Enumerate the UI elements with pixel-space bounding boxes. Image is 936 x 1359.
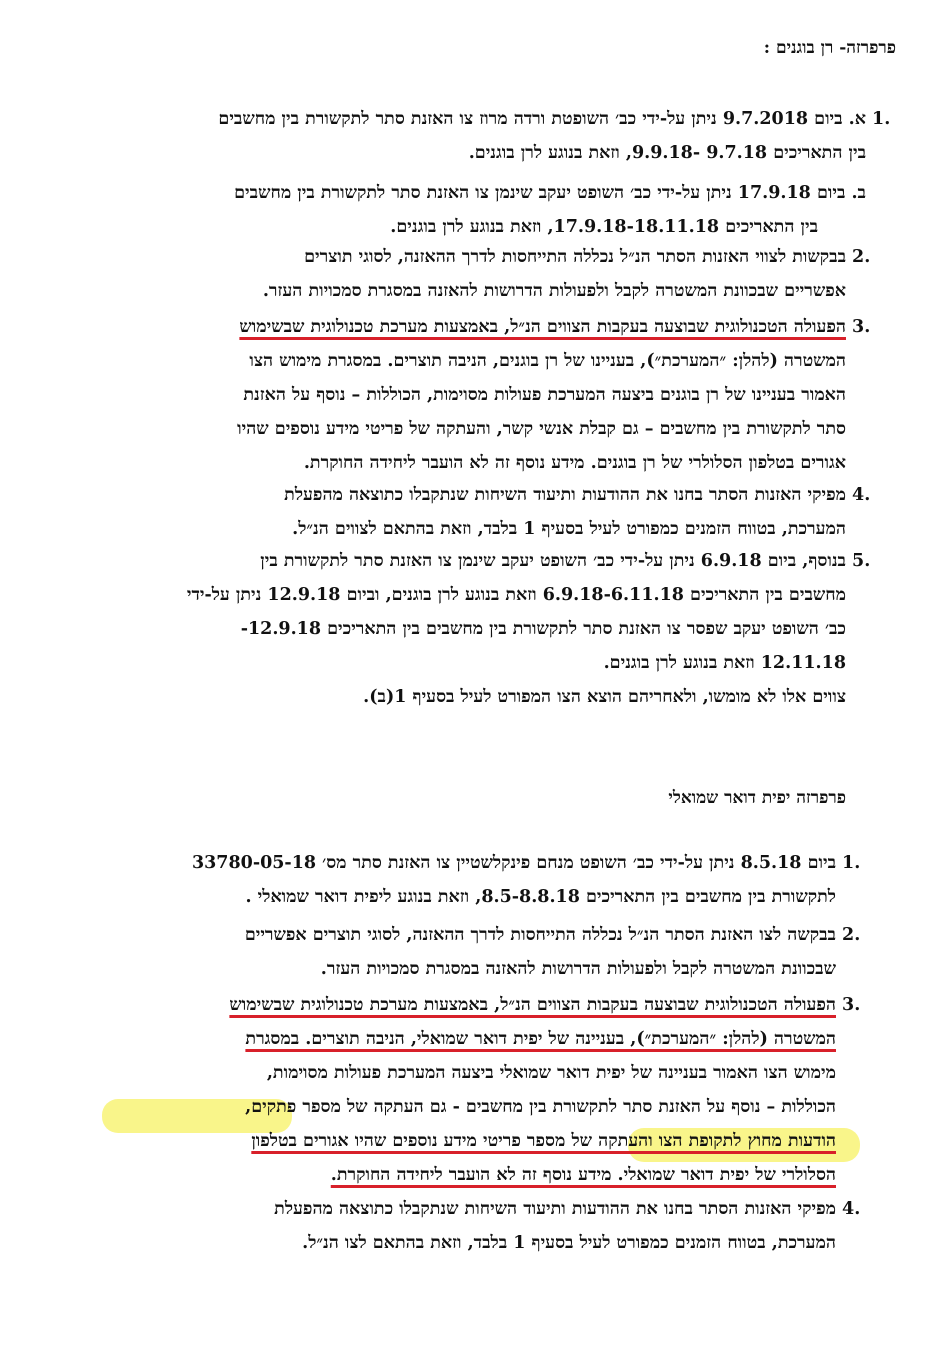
line: המשטרה (להלן: ״המערכת״), בעניינו של רן בוגנים, הניבה תוצרים. במסגרת מימוש הצו — [249, 351, 846, 371]
s2-item-2 — [111, 918, 861, 986]
item-number: .4 — [842, 1199, 861, 1219]
line: המשטרה (להלן: ״המערכת״), בעניינה של יפית דואר שמואלי, הניבה תוצרים. במסגרת — [245, 1029, 836, 1049]
line: צווים אלו לא מומשו, ולאחריהם הוצא הצו המפורט לעיל בסעיף 1(ב). — [363, 687, 846, 707]
line: האמור בעניינו של רן בוגנים ביצעה המערכת פעולות מסוימות, הכוללות – נוסף על האזנת — [243, 385, 846, 405]
line: הפעולה הטכנולוגית שבוצעה בעקבות הצווים הנ״ל, באמצעות מערכת טכנולוגית שבשימוש — [229, 995, 836, 1015]
section1-heading: פרפרזה- רן בוגנים : — [763, 38, 896, 58]
line: בין התאריכים 9.7.18 -9.9.18, וזאת בנוגע לרן בוגנים. — [468, 143, 866, 163]
line: לתקשורת בין מחשבים בין התאריכים 8.5-8.8.18, וזאת בנוגע ליפית דואר שמואלי . — [245, 887, 836, 907]
line: המערכת, בטווח הזמנים כמפורט לעיל בסעיף 1 בלבד, וזאת בהתאם לצווים הנ״ל. — [292, 519, 846, 539]
line: 12.11.18 וזאת בנוגע לרן בוגנים. — [603, 653, 846, 673]
item-number: .5 — [852, 551, 871, 571]
line: א. ביום 9.7.2018 ניתן על-ידי כב׳ השופטת ורדה מרוז צו האזנת סתר לתקשורת בין מחשבים — [218, 109, 866, 129]
line: מימוש הצו האמור בעניינה של יפית דואר שמואלי ביצעה המערכת פעולות מסוימות, — [266, 1063, 836, 1083]
s1-item-2 — [96, 240, 871, 308]
line: בין התאריכים 17.9.18-18.11.18, וזאת בנוגע לרן בוגנים. — [390, 217, 818, 237]
item-number: .2 — [852, 247, 871, 267]
s1-item-3 — [96, 310, 871, 480]
line: הכוללות – נוסף על האזנת סתר לתקשורת בין מחשבים - גם העתקה של מספר פתקים, — [245, 1097, 836, 1117]
item-number: .4 — [852, 485, 871, 505]
line: בבקשות לצווי האזנות הסתר הנ״ל נכללה התייחסות לדרך ההאזנה, לסוגי תוצרים — [304, 247, 846, 267]
s1-item-1 — [66, 102, 891, 244]
item-number: .3 — [842, 995, 861, 1015]
line: בנוסף, ביום 6.9.18 ניתן על-ידי כב׳ השופט יעקב שינמן צו האזנת סתר לתקשורת בין — [260, 551, 846, 571]
section2-heading: פרפרזה יפית דואר שמואלי — [668, 788, 846, 808]
item-number: .3 — [852, 317, 871, 337]
line: הפעולה הטכנולוגית שבוצעה בעקבות הצווים הנ״ל, באמצעות מערכת טכנולוגית שבשימוש — [239, 317, 846, 337]
s2-item-1 — [111, 846, 861, 914]
s1-item-4 — [96, 478, 871, 546]
line: המערכת, בטווח הזמנים כמפורט לעיל בסעיף 1 בלבד, וזאת בהתאם לצו הנ״ל. — [302, 1233, 836, 1253]
line: הסלולרי של יפית דואר שמואלי. מידע נוסף זה לא הועבר ליחידה החוקרת. — [330, 1165, 836, 1185]
line: מחשבים בין התאריכים 6.9.18-6.11.18 וזאת בנוגע לרן בוגנים, וביום 12.9.18 ניתן על-ידי — [186, 585, 846, 605]
item-number: .1 — [842, 853, 861, 873]
line: בבקשה לצו האזנת הסתר הנ״ל נכללה התייחסות לדרך ההאזנה, לסוגי תוצרים אפשריים — [244, 925, 836, 945]
line: הודעות מחוץ לתקופת הצו והעתקה של מספר פריטי מידע נוספים שהיו אגורים בטלפון — [251, 1131, 836, 1151]
line: ב. ביום 17.9.18 ניתן על-ידי כב׳ השופט יעקב שינמן צו האזנת סתר לתקשורת בין מחשבים — [234, 183, 866, 203]
line: ביום 8.5.18 ניתן על-ידי כב׳ השופט מנחם פינקלשטיין צו האזנת סתר מס׳ 33780-05-18 — [191, 853, 836, 873]
line: מפיקי האזנות הסתר בחנו את ההודעות ותיעוד השיחות שנתקבלו כתוצאה מהפעלת — [284, 485, 846, 505]
item-number: .2 — [842, 925, 861, 945]
line: כב׳ השופט יעקב שפסר צו האזנת סתר לתקשורת בין מחשבים בין התאריכים 12.9.18- — [240, 619, 846, 639]
item-number: .1 — [872, 109, 891, 129]
line: שבכוונת המשטרה לקבל ולפעולות הדרושות להאזנה במסגרת סמכויות העזר. — [320, 959, 836, 979]
s2-item-4 — [111, 1192, 861, 1260]
s1-item-5 — [96, 544, 871, 714]
s2-item-3 — [111, 988, 861, 1192]
line: אפשריים שבכוונת המשטרה לקבל ולפעולות הדרושות להאזנה במסגרת סמכויות העזר. — [262, 281, 846, 301]
line: סתר לתקשורת בין מחשבים – גם קבלת אנשי קשר, והעתקה של פריטי מידע נוספים שהיו — [237, 419, 846, 439]
line: אגורים בטלפון הסלולרי של רן בוגנים. מידע נוסף זה לא הועבר ליחידה החוקרת. — [303, 453, 846, 473]
line: מפיקי האזנות הסתר בחנו את ההודעות ותיעוד השיחות שנתקבלו כתוצאה מהפעלת — [274, 1199, 836, 1219]
